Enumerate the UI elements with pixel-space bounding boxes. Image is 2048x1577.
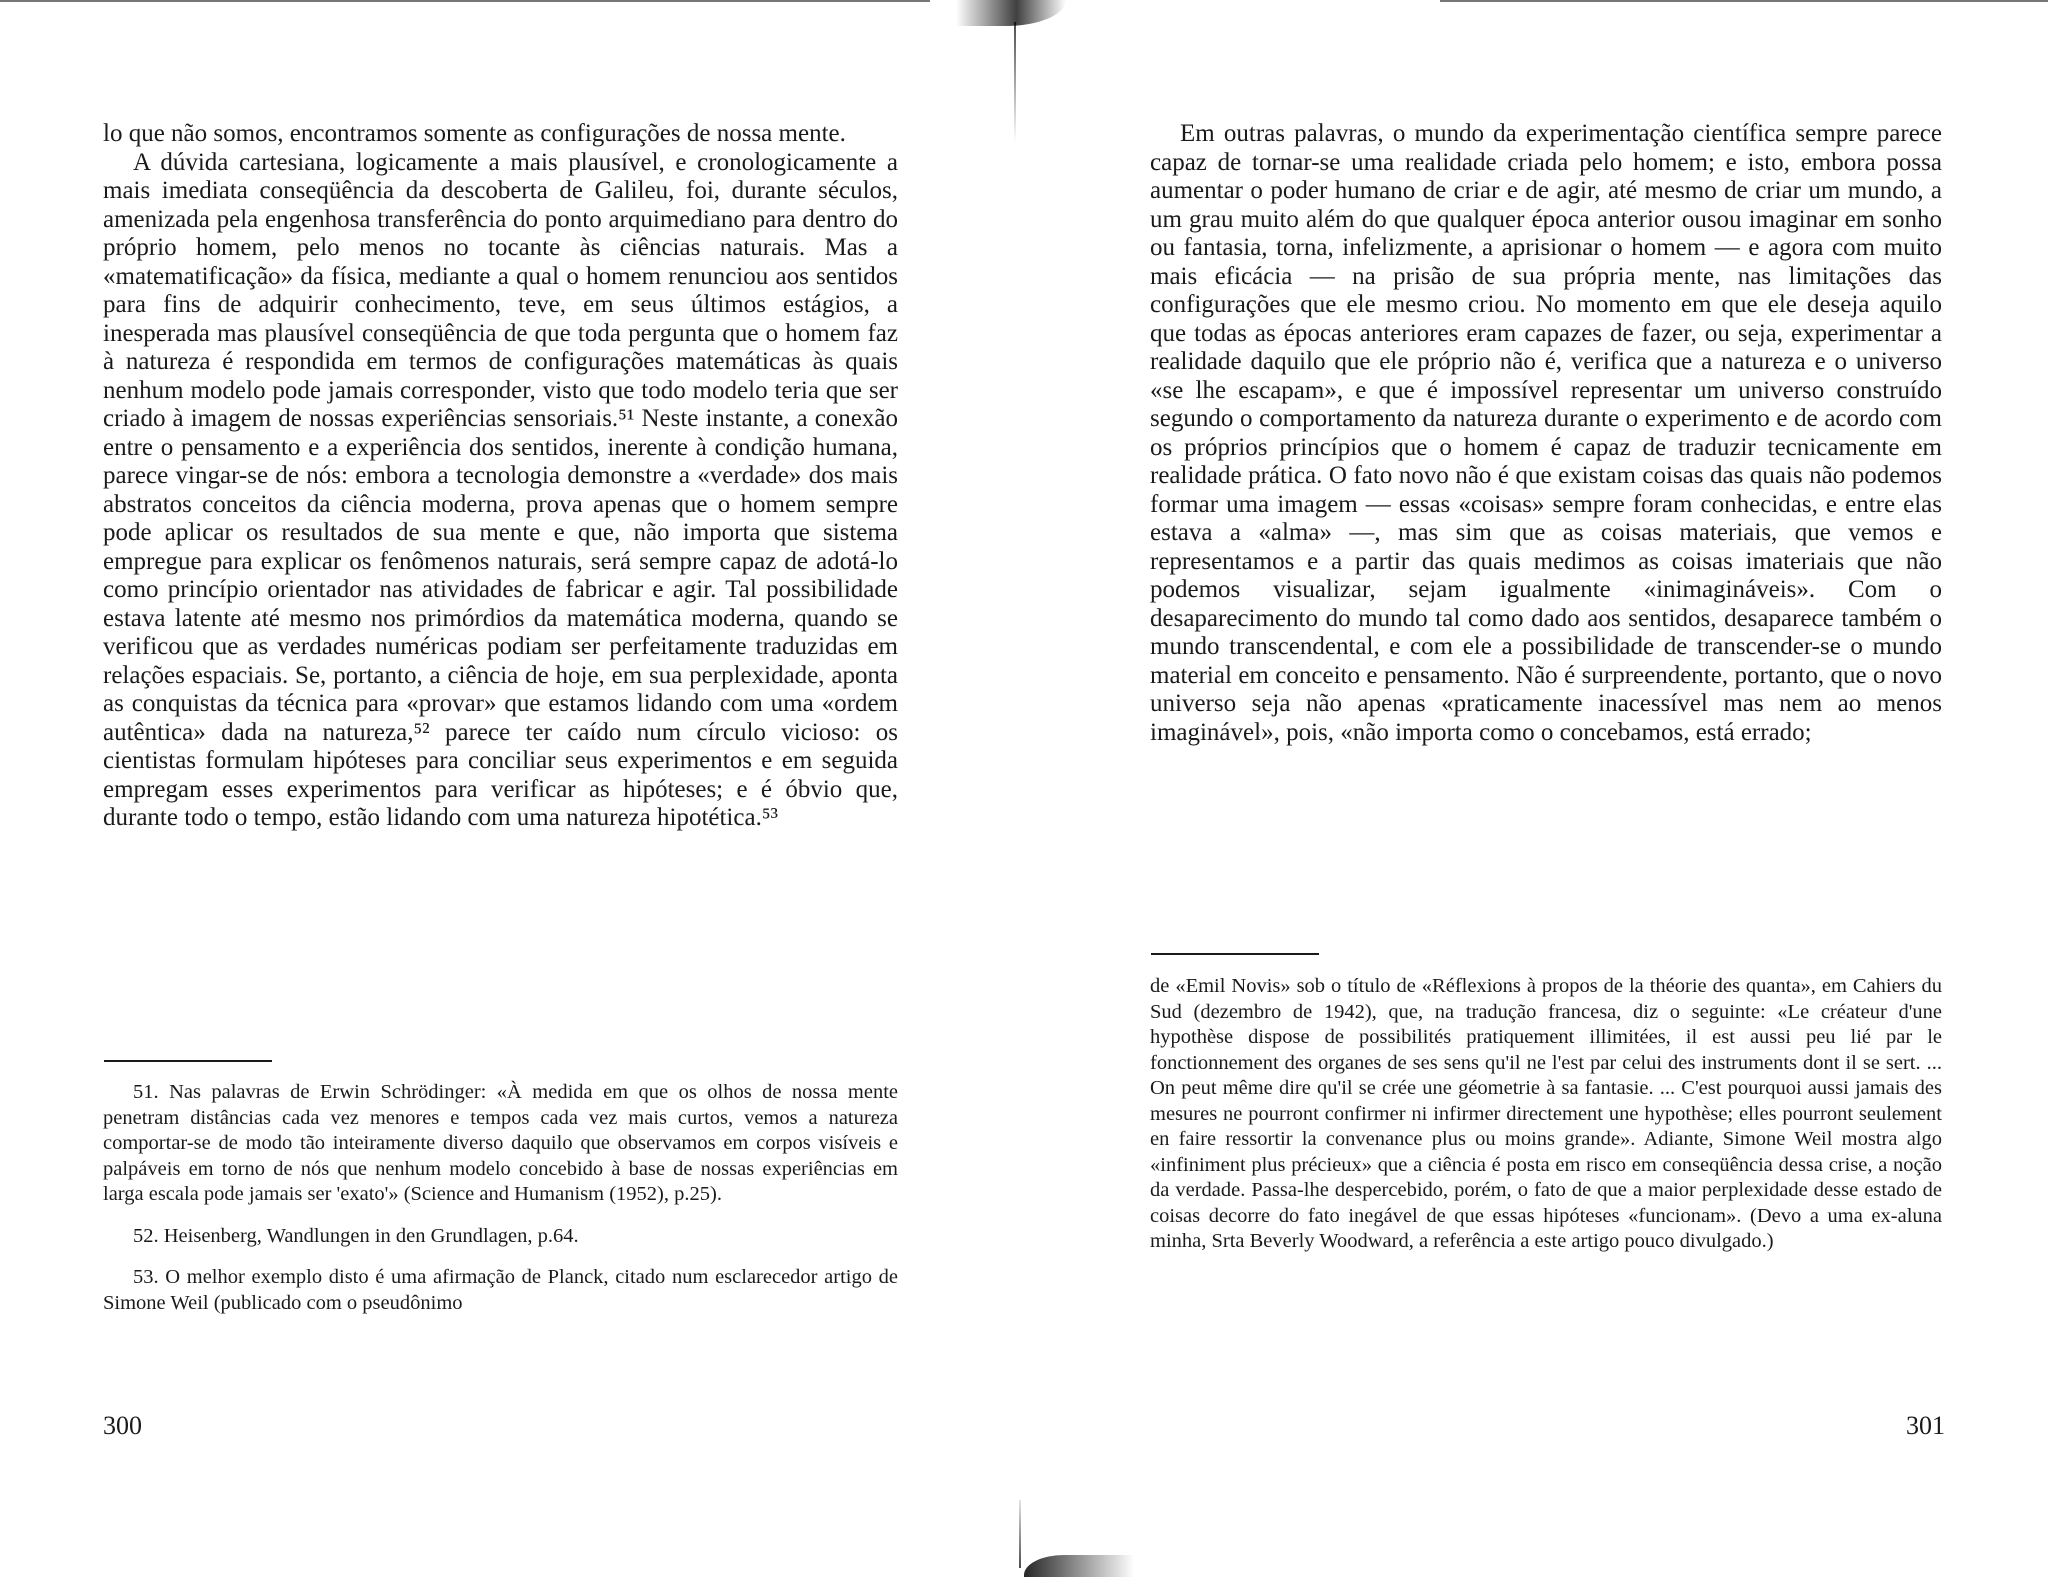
left-body-text	[103, 120, 898, 833]
footnote-53-continuation: de «Emil Novis» sob o título de «Réflexions à propos de la théorie des quanta», em Cahiers du Sud (dezembro de 1942), que, na tradução francesa, diz o seguinte: «Le créateur d'une hypothèse dispose de possibilités pratiquement illimitées, il est aussi peu lié par le fonctionnement des organes de ses sens qu'il ne l'est par celui des instruments dont il se sert. ... On peut même dire qu'il se crée une géometrie à sa fantasie. ... C'est pourquoi aussi jamais des mesures ne pourront confirmer ni infirmer directement une hypothèse; elles pourront seulement en faire ressortir la convenance plus ou moins grande». Adiante, Simone Weil mostra algo «infiniment plus précieux» que a ciência é posta em risco em conseqüência dessa crise, a noção da verdade. Passa-lhe despercebido, porém, o fato de que a maior perplexidade desse estado de coisas decorre do fato inegável de que essas hipóteses «funcionam». (Devo a uma ex-aluna minha, Srta Beverly Woodward, a referência a este artigo pouco divulgado.)	[1150, 975, 1942, 1252]
footnote-51: 51. Nas palavras de Erwin Schrödinger: «À medida em que os olhos de nossa mente penetram distâncias cada vez menores e tempos cada vez mais curtos, vemos a natureza comportar-se de modo tão inteiramente diverso daquilo que observamos em corpos visíveis e palpáveis em torno de nós que nenhum modelo concebido à base de nossas experiências em larga escala pode jamais ser 'exato'» (Science and Humanism (1952), p.25).	[103, 1081, 898, 1205]
left-paragraph-1: lo que não somos, encontramos somente as configurações de nossa mente.	[103, 120, 846, 147]
left-page	[0, 0, 1010, 1577]
right-paragraph-1: Em outras palavras, o mundo da experimentação científica sempre parece capaz de tornar-se uma realidade criada pelo homem; e isto, embora possa aumentar o poder humano de criar e de agir, até mesmo de criar um mundo, a um grau muito além do que qualquer época anterior ousou imaginar em sonho ou fantasia, torna, infelizmente, a aprisionar o homem — e agora com muito mais eficácia — na prisão de sua própria mente, nas limitações das configurações que ele mesmo criou. No momento em que ele deseja aquilo que todas as épocas anteriores eram capazes de fazer, ou seja, experimentar a realidade daquilo que ele próprio não é, verifica que a natureza e o universo «se lhe escapam», e que é impossível representar um universo construído segundo o comportamento da natureza durante o experimento e de acordo com os próprios princípios que o homem é capaz de traduzir tecnicamente em realidade prática. O fato novo não é que existam coisas das quais não podemos formar uma imagem — essas «coisas» sempre foram conhecidas, e entre elas estava a «alma» —, mas sim que as coisas materiais, que vemos e representamos e a partir das quais medimos as coisas imateriais que não podemos visualizar, sejam igualmente «inimagináveis». Com o desaparecimento do mundo tal como dado aos sentidos, desaparece também o mundo transcendental, e com ele a possibilidade de transcender-se o mundo material em conceito e pensamento. Não é surpreendente, portanto, que o novo universo seja não apenas «praticamente inacessível mas nem ao menos imaginável», pois, «não importa como o concebamos, está errado;	[1150, 120, 1942, 746]
right-footnotes	[1150, 974, 1942, 1255]
right-footnote-rule	[1151, 953, 1319, 955]
left-footnotes	[103, 1080, 898, 1332]
page-number-left: 300	[103, 1411, 142, 1440]
footnote-53: 53. O melhor exemplo disto é uma afirmação de Planck, citado num esclarecedor artigo de Simone Weil (publicado com o pseudônimo	[103, 1266, 898, 1314]
left-paragraph-2: A dúvida cartesiana, logicamente a mais plausível, e cronologicamente a mais imediata conseqüência da descoberta de Galileu, foi, durante séculos, amenizada pela engenhosa transferência do ponto arquimediano para dentro do próprio homem, pelo menos no tocante às ciências naturais. Mas a «matematificação» da física, mediante a qual o homem renunciou aos sentidos para fins de adquirir conhecimento, teve, em seus últimos estágios, a inesperada mas plausível conseqüência de que toda pergunta que o homem faz à natureza é respondida em termos de configurações matemáticas às quais nenhum modelo pode jamais corresponder, visto que todo modelo teria que ser criado à imagem de nossas experiências sensoriais.⁵¹ Neste instante, a conexão entre o pensamento e a experiência dos sentidos, inerente à condição humana, parece vingar-se de nós: embora a tecnologia demonstre a «verdade» dos mais abstratos conceitos da ciência moderna, prova apenas que o homem sempre pode aplicar os resultados de sua mente e que, não importa que sistema empregue para explicar os fenômenos naturais, será sempre capaz de adotá-lo como princípio orientador nas atividades de fabricar e agir. Tal possibilidade estava latente até mesmo nos primórdios da matemática moderna, quando se verificou que as verdades numéricas podiam ser perfeitamente traduzidas em relações espaciais. Se, portanto, a ciência de hoje, em sua perplexidade, aponta as conquistas da técnica para «provar» que estamos lidando com uma «ordem autêntica» dada na natureza,⁵² parece ter caído num círculo vicioso: os cientistas formulam hipóteses para conciliar seus experimentos e em seguida empregam esses experimentos para verificar as hipóteses; e é óbvio que, durante todo o tempo, estão lidando com uma natureza hipotética.⁵³	[103, 148, 898, 831]
footnote-52: 52. Heisenberg, Wandlungen in den Grundlagen, p.64.	[133, 1224, 579, 1247]
page-number-right: 301	[1906, 1411, 1945, 1440]
right-body-text	[1150, 120, 1942, 747]
left-footnote-rule	[104, 1060, 272, 1062]
